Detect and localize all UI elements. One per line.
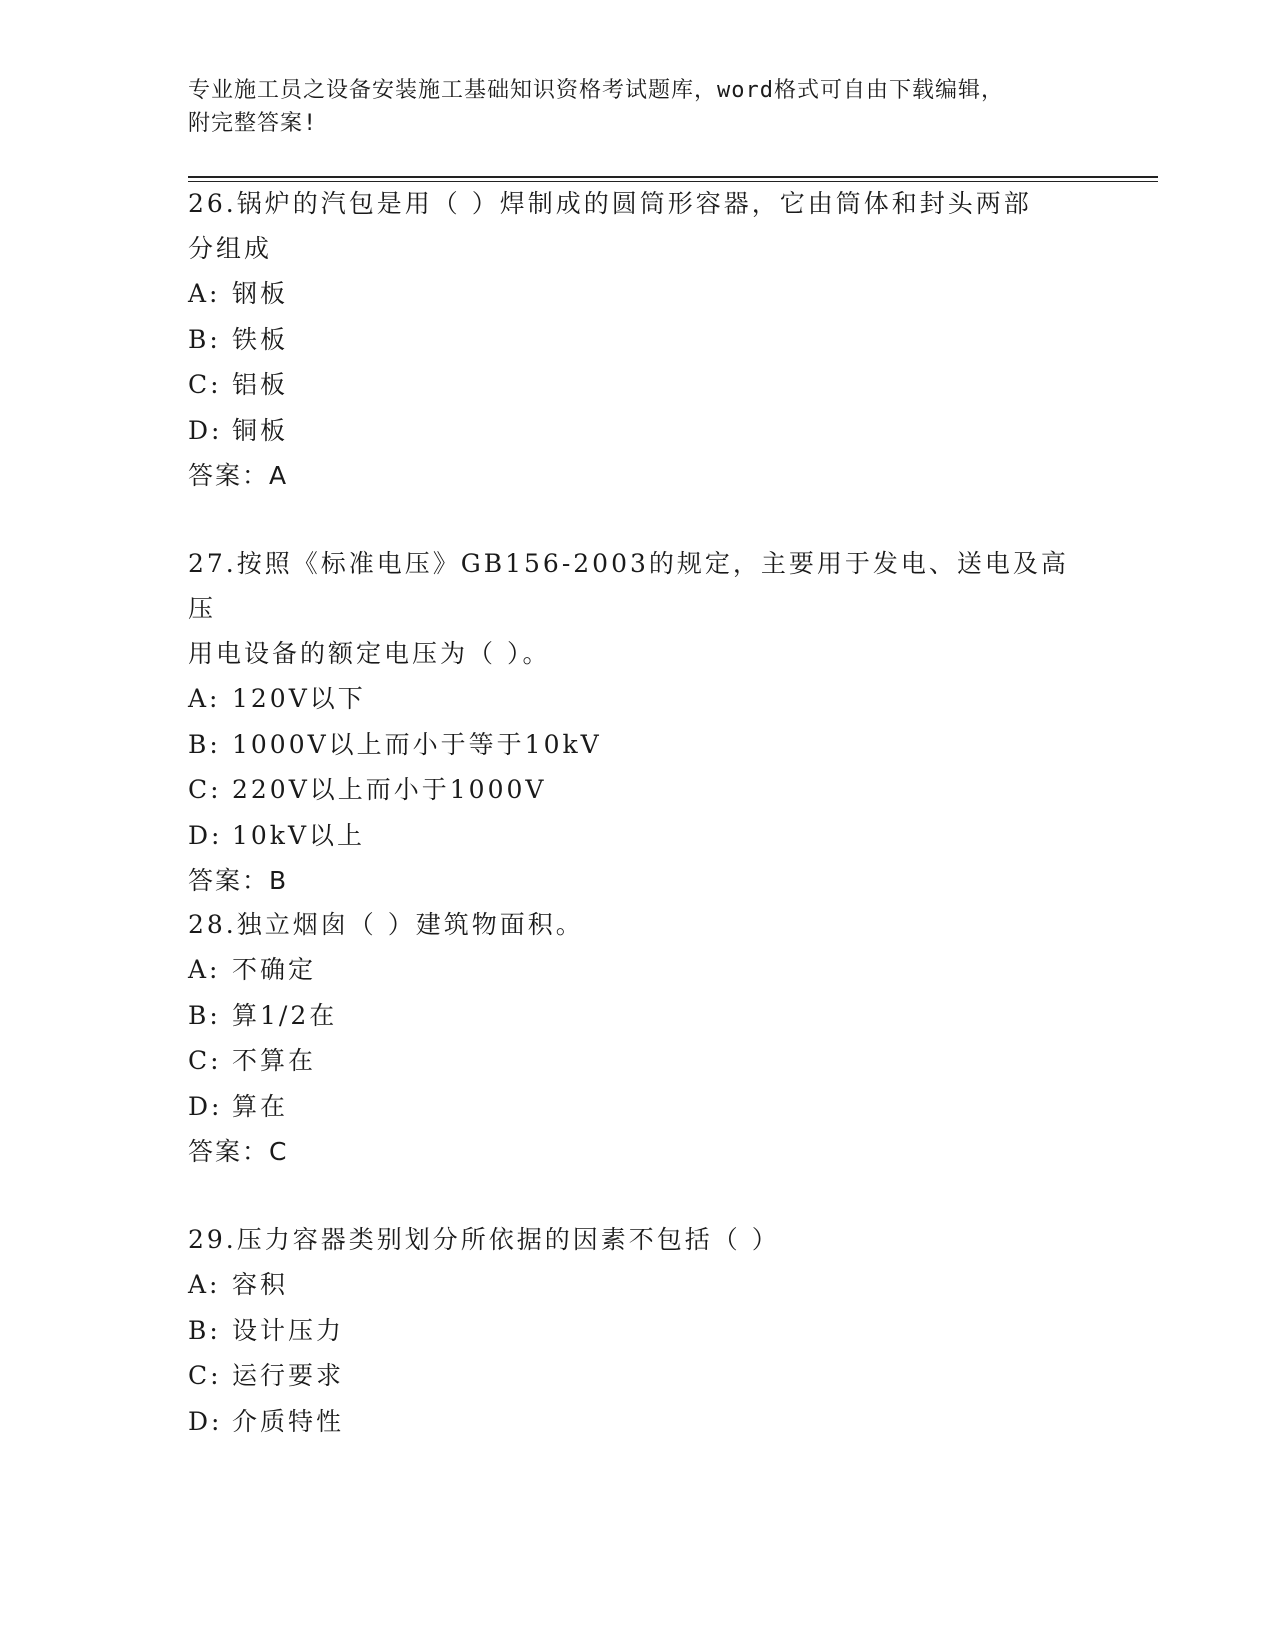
question-stem-line-2: 用电设备的额定电压为（ ）。 [188, 639, 551, 668]
option-letter: A: [188, 1270, 221, 1299]
option-b [188, 1308, 1088, 1354]
question-29 [188, 1217, 1088, 1444]
option-text: 铝板 [232, 370, 289, 399]
option-letter: D: [188, 1091, 223, 1121]
option-letter: C: [188, 1361, 222, 1390]
option-letter: B: [188, 1000, 221, 1030]
question-27 [188, 541, 1088, 903]
option-d [188, 1084, 1088, 1130]
answer-line: 答案：B [188, 866, 289, 895]
option-b [188, 993, 1088, 1039]
header-line-2: 附完整答案! [188, 111, 318, 136]
option-text: 运行要求 [232, 1361, 345, 1390]
question-stem-line-1: 26.锅炉的汽包是用（ ）焊制成的圆筒形容器，它由筒体和封头两部 [188, 189, 1032, 218]
answer-line: 答案：A [188, 461, 289, 490]
answer-line: 答案：C [188, 1137, 289, 1166]
option-letter: D: [188, 820, 223, 850]
header-divider-thick [188, 176, 1158, 178]
option-letter: D: [188, 1406, 223, 1436]
question-stem [188, 541, 1088, 676]
option-c [188, 362, 1088, 408]
option-letter: D: [188, 415, 223, 445]
option-a [188, 1262, 1088, 1308]
option-a [188, 947, 1088, 993]
option-b [188, 722, 1088, 768]
option-text: 钢板 [232, 279, 289, 308]
option-letter: A: [188, 684, 221, 713]
option-letter: B: [188, 729, 221, 759]
option-letter: B: [188, 1315, 221, 1345]
option-d [188, 813, 1088, 859]
option-text: 算在 [232, 1091, 289, 1121]
option-text: 容积 [232, 1270, 289, 1299]
question-stem-line-1: 29.压力容器类别划分所依据的因素不包括（ ） [188, 1225, 780, 1254]
option-c [188, 1038, 1088, 1084]
option-text: 铁板 [232, 324, 289, 354]
option-d [188, 1399, 1088, 1445]
option-text: 10kV以上 [232, 820, 366, 850]
option-text: 1000V以上而小于等于10kV [232, 729, 602, 759]
option-text: 不确定 [232, 955, 317, 984]
option-text: 铜板 [232, 415, 289, 445]
option-letter: C: [188, 775, 222, 804]
option-text: 220V以上而小于1000V [232, 775, 547, 804]
option-text: 介质特性 [232, 1406, 345, 1436]
document-header [188, 74, 1088, 140]
option-d [188, 408, 1088, 454]
option-a [188, 271, 1088, 317]
option-text: 不算在 [232, 1046, 317, 1075]
option-text: 120V以下 [232, 684, 366, 713]
option-b [188, 317, 1088, 363]
option-text: 设计压力 [232, 1315, 345, 1345]
option-c [188, 1353, 1088, 1399]
header-line-1: 专业施工员之设备安装施工基础知识资格考试题库，word格式可自由下载编辑， [188, 78, 1004, 103]
option-letter: A: [188, 955, 221, 984]
question-26 [188, 181, 1088, 498]
question-stem [188, 902, 1088, 947]
question-stem [188, 1217, 1088, 1262]
option-a [188, 676, 1088, 722]
question-stem [188, 181, 1088, 271]
option-letter: C: [188, 370, 222, 399]
question-stem-line-1: 28.独立烟囱（ ）建筑物面积。 [188, 910, 584, 939]
question-stem-line-1: 27.按照《标准电压》GB156-2003的规定，主要用于发电、送电及高压 [188, 549, 1069, 623]
option-c [188, 767, 1088, 813]
option-letter: B: [188, 324, 221, 354]
question-28 [188, 902, 1088, 1174]
question-stem-line-2: 分组成 [188, 234, 273, 263]
option-letter: C: [188, 1046, 222, 1075]
option-text: 算1/2在 [232, 1000, 338, 1030]
option-letter: A: [188, 279, 221, 308]
